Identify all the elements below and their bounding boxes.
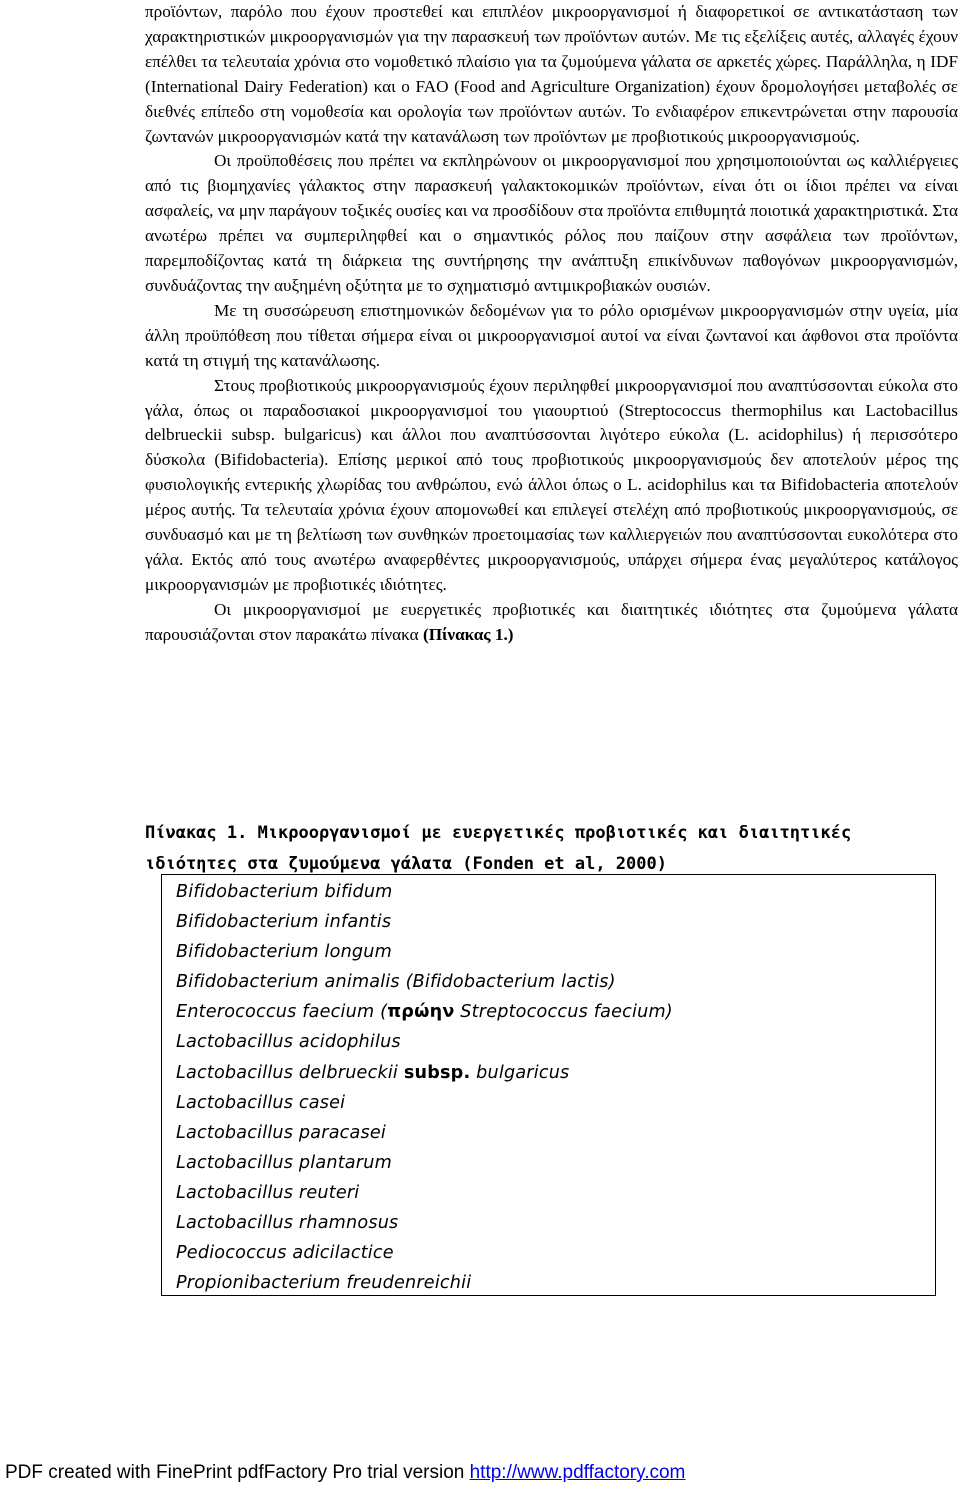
paragraph-1: προϊόντων, παρόλο που έχουν προστεθεί και επιπλέον μικροοργανισμοί ή διαφορετικοί σε αντικατάσταση των χαρακτηριστικών μικροοργανισμών για την παρασκευή των προϊόντων αυτών. Με τις εξελίξεις αυτές, αλλαγές έχουν επέλθει τα τελευταία χρόνια στο νομοθετικό πλαίσιο για τα ζυμούμενα γάλατα σε αρκετές χώρες. Παράλληλα, η IDF (International Dairy Federation) και ο FAO (Food and Agriculture Organization) έχουν δρομολογήσει μεταβολές σε διεθνές επίπεδο στη νομοθεσία και ορολογία των προϊόντων αυτών. Το ενδιαφέρον επικεντρώνεται στην παρουσία ζωντανών μικροοργανισμών κατά την κατανάλωση των προϊόντων με προβιοτικούς μικροοργανισμούς. [145, 2, 958, 146]
list-item: Lactobacillus reuteri [176, 1182, 360, 1203]
paragraph-4: Στους προβιοτικούς μικροοργανισμούς έχουν περιληφθεί μικροοργανισμοί που αναπτύσσονται εύκολα στο γάλα, όπως οι παραδοσιακοί μικροοργανισμοί του γιαουρτιού (Streptococcus thermophilus και Lactobacillus delbrueckii subsp. bulgaricus) και άλλοι που αναπτύσσονται λιγότερο εύκολα (L. acidophilus) ή περισσότερο δύσκολα (Bifidobacteria). Επίσης μερικοί από τους προβιοτικούς μικροοργανισμούς δεν αποτελούν μέρος της φυσιολογικής εντερικής χλωρίδας του ανθρώπου, ενώ άλλοι όπως ο L. acidophilus και τα Bifidobacteria αποτελούν μέρος αυτής. Τα τελευταία χρόνια έχουν απομονωθεί και επιλεγεί στελέχη από προβιοτικούς μικροοργανισμούς, σε συνδυασμό και με τη βελτίωση των συνθηκών προετοιμασίας των καλλιεργειών που αναπτύσσονται ευκολότερα στο γάλα. Εκτός από τους ανωτέρω αναφερθέντες μικροοργανισμούς, υπάρχει σήμερα ένας μεγαλύτερος κατάλογος μικροοργανισμών με προβιοτικές ιδιότητες. [145, 375, 958, 594]
paragraph-5-text: Οι μικροοργανισμοί με ευεργετικές προβιοτικές και διαιτητικές ιδιότητες στα ζυμούμενα γάλατα παρουσιάζονται στον παρακάτω πίνακα [145, 599, 958, 644]
pdffactory-link[interactable]: http://www.pdffactory.com [469, 1462, 686, 1483]
list-item-text: Streptococcus faecium) [454, 1002, 673, 1023]
list-item [176, 1058, 935, 1088]
list-item: Bifidobacterium longum [176, 942, 392, 963]
footer-text: PDF created with FinePrint pdfFactory Pro trial version [5, 1462, 470, 1483]
paragraph-2: Οι προϋποθέσεις που πρέπει να εκπληρώνουν οι μικροοργανισμοί που χρησιμοποιούνται ως καλλιέργειες από τις βιομηχανίες γάλακτος στην παρασκευή γαλακτοκομικών προϊόντων, είναι ότι οι ίδιοι πρέπει να είναι ασφαλείς, να μην παράγουν τοξικές ουσίες και να προσδίδουν στα προϊόντα επιθυμητά ποιοτικά χαρακτηριστικά. Στα ανωτέρω πρέπει να συμπεριληφθεί και ο σημαντικός ρόλος που παίζουν στην ασφάλεια των προϊόντων, παρεμποδίζοντας κατά τη διάρκεια της συντήρησης την ανάπτυξη επικίνδυνων παθογόνων μικροοργανισμών, συνδυάζοντας την αυξημένη οξύτητα με το σχηματισμό αντιμικροβιακών ουσιών. [145, 151, 958, 295]
list-item: Pediococcus adicilactice [176, 1243, 394, 1264]
microorganism-table [161, 874, 936, 1296]
list-item: Bifidobacterium bifidum [176, 882, 393, 902]
pdf-footer [5, 1459, 685, 1487]
list-item-text: Enterococcus faecium ( [176, 1002, 388, 1023]
list-item-note: subsp. [403, 1062, 471, 1083]
table-caption: Πίνακας 1. Μικροοργανισμοί με ευεργετικές προβιοτικές και διαιτητικές ιδιότητες στα ζυμούμενα γάλατα (Fonden et al, 2000) [145, 823, 852, 874]
list-item-text: bulgaricus [470, 1062, 570, 1083]
list-item: Bifidobacterium animalis (Bifidobacterium lactis) [176, 972, 616, 993]
list-item: Bifidobacterium infantis [176, 912, 392, 933]
table-reference: (Πίνακας 1.) [422, 624, 514, 644]
list-item: Lactobacillus rhamnosus [176, 1213, 399, 1234]
list-item: Propionibacterium freudenreichii [176, 1273, 472, 1294]
list-item [176, 997, 935, 1027]
document-body [145, 0, 958, 648]
list-item: Lactobacillus plantarum [176, 1152, 392, 1173]
list-item-text: Lactobacillus delbrueckii [176, 1062, 404, 1083]
paragraph-3: Με τη συσσώρευση επιστημονικών δεδομένων για το ρόλο ορισμένων μικροοργανισμών στην υγεία, μία άλλη προϋπόθεση που τίθεται σήμερα είναι οι μικροοργανισμοί αυτοί να είναι ζωντανοί και άφθονοι στα προϊόντα κατά τη στιγμή της κατανάλωσης. [145, 300, 958, 370]
list-item: Lactobacillus casei [176, 1092, 346, 1113]
list-item: Lactobacillus acidophilus [176, 1032, 401, 1053]
list-item: Lactobacillus paracasei [176, 1122, 387, 1143]
paragraph-5 [145, 598, 958, 648]
microorganism-list [162, 875, 935, 1298]
list-item-note: πρώην [387, 1002, 455, 1023]
